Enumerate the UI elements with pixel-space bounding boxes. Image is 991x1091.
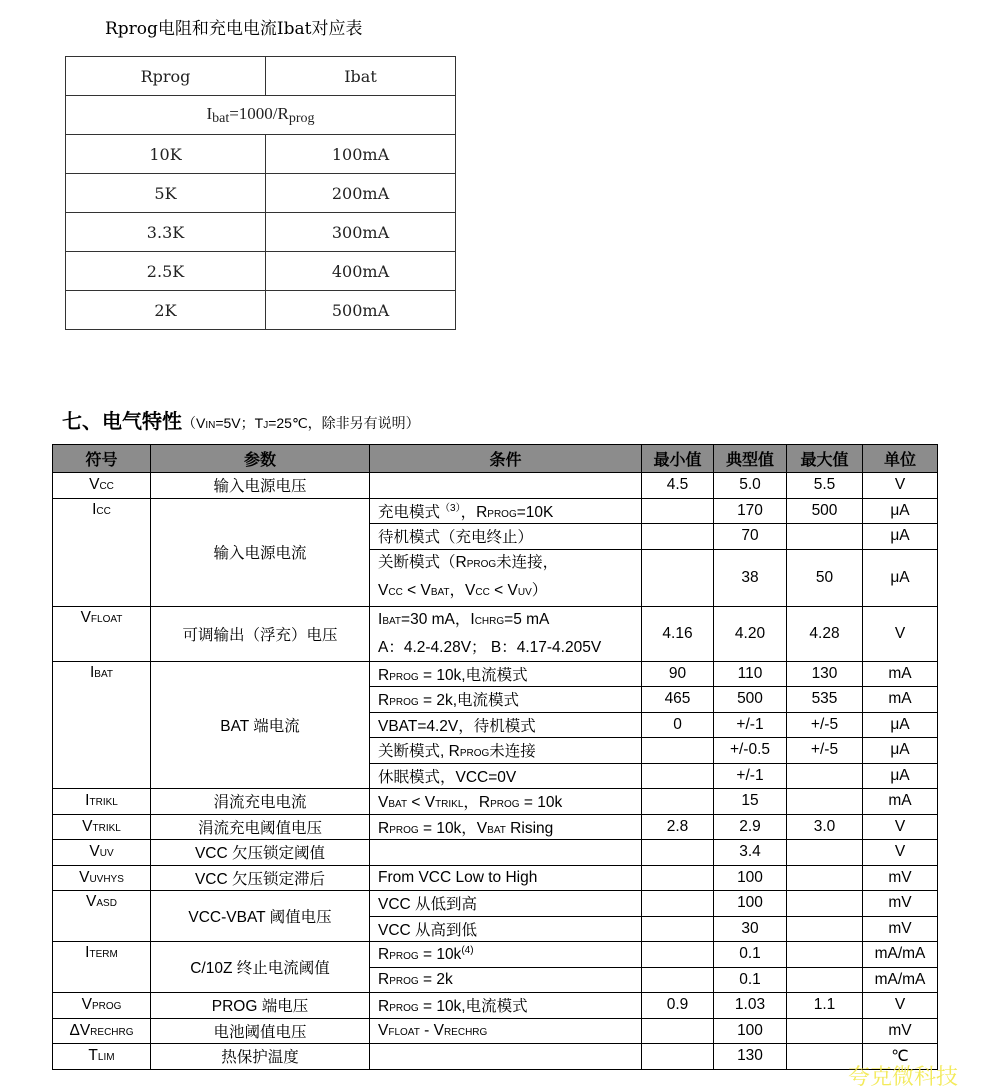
max-cell: 535 [787,687,863,713]
symbol-cell: VFLOAT [53,606,151,661]
ibat-value: 500mA [266,291,456,330]
min-cell: 0 [642,712,714,738]
unit-cell: mA [863,687,938,713]
max-cell [787,524,863,550]
min-cell [642,916,714,942]
typ-cell: 5.0 [714,473,787,499]
unit-cell: V [863,606,938,661]
symbol-cell: VASD [53,891,151,942]
condition-cell: VBAT < VTRIKL，RPROG = 10k [370,789,642,815]
unit-cell: μA [863,712,938,738]
symbol-cell: VUV [53,840,151,866]
min-cell [642,763,714,789]
condition-cell: VCC 从低到高 [370,891,642,917]
unit-cell: mV [863,865,938,891]
condition-cell: From VCC Low to High [370,865,642,891]
parameter-cell: BAT 端电流 [151,661,370,789]
typ-cell: 3.4 [714,840,787,866]
unit-cell: μA [863,763,938,789]
symbol-cell: VTRIKL [53,814,151,840]
min-cell: 465 [642,687,714,713]
parameter-cell: 可调输出（浮充）电压 [151,606,370,661]
typ-cell: 100 [714,891,787,917]
ibat-value: 400mA [266,252,456,291]
section-conditions: （VIN=5V；TJ=25℃，除非另有说明） [182,415,420,431]
condition-cell: RPROG = 10k，VBAT Rising [370,814,642,840]
typ-cell: 2.9 [714,814,787,840]
typ-cell: 110 [714,661,787,687]
min-cell: 4.5 [642,473,714,499]
max-cell: 1.1 [787,993,863,1019]
typ-cell: 130 [714,1044,787,1070]
symbol-cell: ITERM [53,942,151,993]
ibat-value: 200mA [266,174,456,213]
ibat-header: Ibat [266,57,456,96]
min-cell [642,738,714,764]
table-row [53,473,938,499]
typ-cell: 0.1 [714,967,787,993]
condition-cell: VBAT=4.2V，待机模式 [370,712,642,738]
unit-cell: V [863,814,938,840]
condition-cell: RPROG = 10k,电流模式 [370,661,642,687]
max-cell: 130 [787,661,863,687]
parameter-cell: 输入电源电压 [151,473,370,499]
symbol-cell: ΔVRECHRG [53,1018,151,1044]
unit-cell: ℃ [863,1044,938,1070]
max-cell [787,840,863,866]
unit-cell: mA [863,661,938,687]
typ-cell: 0.1 [714,942,787,968]
electrical-characteristics-table [52,444,938,1070]
min-cell [642,549,714,606]
typ-cell: 1.03 [714,993,787,1019]
unit-cell: μA [863,524,938,550]
unit-cell: mV [863,891,938,917]
section-heading [62,405,420,434]
parameter-cell: C/10Z 终止电流阈值 [151,942,370,993]
symbol-cell: TLIM [53,1044,151,1070]
parameter-cell: 电池阈值电压 [151,1018,370,1044]
typ-cell: 15 [714,789,787,815]
min-cell [642,1018,714,1044]
table-row [53,814,938,840]
table-row [53,840,938,866]
condition-cell: 关断模式（RPROG未连接， VCC < VBAT，VCC < VUV） [370,549,642,606]
rprog-value: 2.5K [66,252,266,291]
max-cell [787,789,863,815]
rprog-header: Rprog [66,57,266,96]
rprog-value: 2K [66,291,266,330]
unit-cell: V [863,993,938,1019]
rprog-value: 3.3K [66,213,266,252]
table-row [53,865,938,891]
header-parameter: 参数 [151,445,370,473]
formula-cell: $I_{bat}=1000/R_{prog}$ [66,96,456,135]
typ-cell: +/-0.5 [714,738,787,764]
typ-cell: 100 [714,865,787,891]
unit-cell: μA [863,738,938,764]
table-row [53,942,938,968]
rprog-table-title: Rprog电阻和充电电流Ibat对应表 [105,19,363,39]
min-cell: 0.9 [642,993,714,1019]
typ-cell: 70 [714,524,787,550]
header-condition: 条件 [370,445,642,473]
condition-cell: VFLOAT - VRECHRG [370,1018,642,1044]
condition-cell [370,1044,642,1070]
min-cell: 4.16 [642,606,714,661]
min-cell [642,967,714,993]
min-cell [642,865,714,891]
condition-cell [370,840,642,866]
rprog-value: 10K [66,135,266,174]
condition-cell: RPROG = $10k^{(4)}$ [370,942,642,968]
max-cell: +/-5 [787,712,863,738]
unit-cell: μA [863,498,938,524]
condition-cell: VCC 从高到低 [370,916,642,942]
typ-cell: 100 [714,1018,787,1044]
condition-cell: RPROG = 2k [370,967,642,993]
condition-cell: 关断模式, RPROG未连接 [370,738,642,764]
symbol-cell: VUVHYS [53,865,151,891]
unit-cell: mA/mA [863,967,938,993]
section-title: 七、电气特性 [62,409,182,433]
table-row [53,993,938,1019]
parameter-cell: VCC 欠压锁定阈值 [151,840,370,866]
max-cell [787,763,863,789]
condition-cell: RPROG = 2k,电流模式 [370,687,642,713]
table-row [53,606,938,661]
min-cell [642,498,714,524]
min-cell [642,1044,714,1070]
parameter-cell: 热保护温度 [151,1044,370,1070]
symbol-cell: VPROG [53,993,151,1019]
ibat-value: 300mA [266,213,456,252]
parameter-cell: 输入电源电流 [151,498,370,606]
parameter-cell: VCC 欠压锁定滞后 [151,865,370,891]
condition-cell: RPROG = 10k,电流模式 [370,993,642,1019]
max-cell: 50 [787,549,863,606]
typ-cell: 38 [714,549,787,606]
min-cell [642,524,714,550]
min-cell [642,789,714,815]
max-cell [787,1018,863,1044]
header-max: 最大值 [787,445,863,473]
header-typ: 典型值 [714,445,787,473]
min-cell: 90 [642,661,714,687]
table-row [53,498,938,524]
min-cell [642,840,714,866]
typ-cell: +/-1 [714,763,787,789]
max-cell [787,916,863,942]
unit-cell: mV [863,916,938,942]
max-cell: 5.5 [787,473,863,499]
max-cell: 4.28 [787,606,863,661]
typ-cell: 500 [714,687,787,713]
max-cell: 3.0 [787,814,863,840]
watermark: 夸克微科技 [848,1065,959,1090]
symbol-cell: ICC [53,498,151,606]
min-cell [642,942,714,968]
typ-cell: 170 [714,498,787,524]
unit-cell: mV [863,1018,938,1044]
table-row [53,1044,938,1070]
max-cell: 500 [787,498,863,524]
unit-cell: mA [863,789,938,815]
max-cell [787,942,863,968]
condition-cell: 待机模式（充电终止） [370,524,642,550]
table-row [53,891,938,917]
unit-cell: μA [863,549,938,606]
condition-cell [370,473,642,499]
unit-cell: mA/mA [863,942,938,968]
typ-cell: 4.20 [714,606,787,661]
condition-cell: IBAT=30 mA，ICHRG=5 mA A：4.2-4.28V； B：4.17-4.205V [370,606,642,661]
header-unit: 单位 [863,445,938,473]
condition-cell: 休眠模式，VCC=0V [370,763,642,789]
parameter-cell: 涓流充电阈值电压 [151,814,370,840]
header-row [53,445,938,473]
symbol-cell: VCC [53,473,151,499]
header-min: 最小值 [642,445,714,473]
ibat-value: 100mA [266,135,456,174]
parameter-cell: VCC-VBAT 阈值电压 [151,891,370,942]
parameter-cell: 涓流充电电流 [151,789,370,815]
max-cell [787,891,863,917]
typ-cell: 30 [714,916,787,942]
parameter-cell: PROG 端电压 [151,993,370,1019]
symbol-cell: IBAT [53,661,151,789]
table-row [53,661,938,687]
max-cell [787,967,863,993]
max-cell [787,865,863,891]
unit-cell: V [863,473,938,499]
rprog-ibat-table [65,56,456,330]
typ-cell: +/-1 [714,712,787,738]
min-cell [642,891,714,917]
unit-cell: V [863,840,938,866]
symbol-cell: ITRIKL [53,789,151,815]
table-row [53,1018,938,1044]
table-row [53,789,938,815]
header-symbol: 符号 [53,445,151,473]
min-cell: 2.8 [642,814,714,840]
rprog-value: 5K [66,174,266,213]
condition-cell: 充电模式$^{(3)}$，RPROG=10K [370,498,642,524]
max-cell: +/-5 [787,738,863,764]
